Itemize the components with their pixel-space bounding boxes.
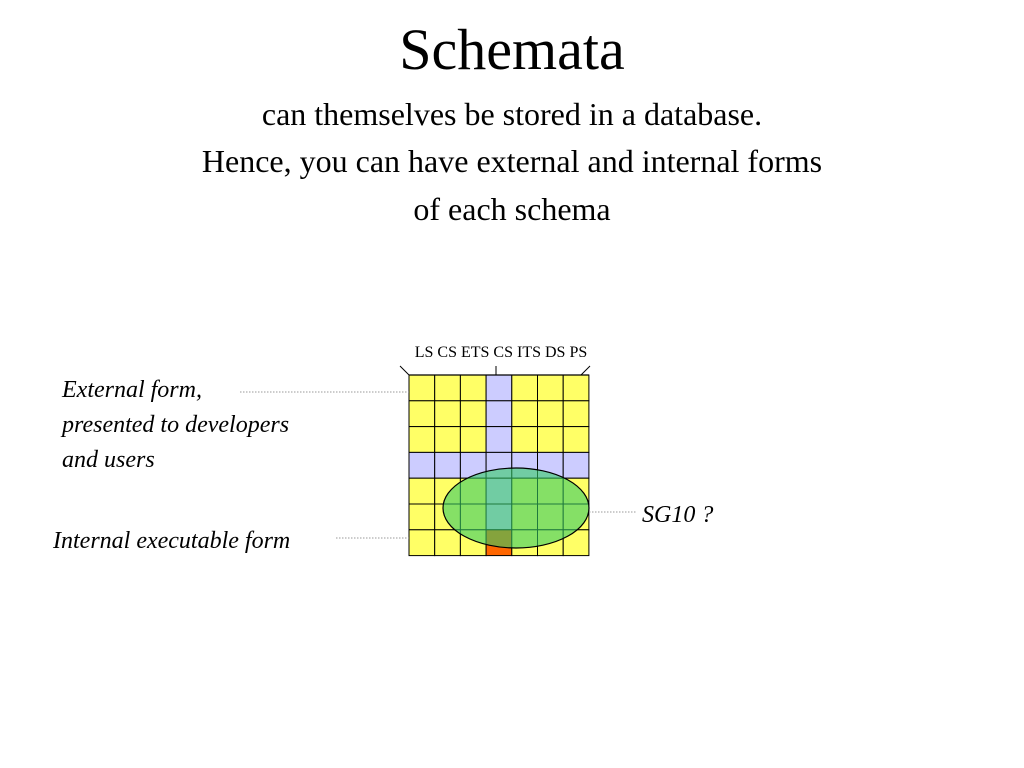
external-form-line-2: presented to developers [62, 412, 290, 438]
grid-cell-r4-c2 [435, 452, 461, 478]
grid-cell-r4-c7 [563, 452, 589, 478]
grid-cell-r2-c1 [409, 401, 435, 427]
grid-cell-r2-c4 [486, 401, 512, 427]
grid-cell-r1-c6 [538, 375, 564, 401]
grid-cell-r7-c2 [435, 530, 461, 556]
grid-cell-r1-c3 [460, 375, 486, 401]
grid-cell-r4-c1 [409, 452, 435, 478]
subtitle-line-3: of each schema [413, 191, 611, 227]
grid-cell-r2-c5 [512, 401, 538, 427]
subtitle-line-1: can themselves be stored in a database. [261, 96, 763, 132]
grid-cell-r5-c1 [409, 478, 435, 504]
grid-cell-r3-c5 [512, 427, 538, 453]
ls-pointer-line [400, 366, 409, 375]
grid-cell-r1-c2 [435, 375, 461, 401]
grid-cell-r3-c2 [435, 427, 461, 453]
grid-cell-r3-c4 [486, 427, 512, 453]
grid-cell-r1-c5 [512, 375, 538, 401]
grid-cell-r1-c7 [563, 375, 589, 401]
grid-cell-r3-c6 [538, 427, 564, 453]
grid-cell-r1-c1 [409, 375, 435, 401]
grid-cell-r3-c3 [460, 427, 486, 453]
external-form-line-3: and users [62, 447, 155, 473]
grid-cell-r2-c2 [435, 401, 461, 427]
ps-pointer-line [581, 366, 590, 375]
grid-cell-r2-c3 [460, 401, 486, 427]
subtitle-line-2: Hence, you can have external and internal forms [201, 143, 823, 179]
grid-cell-r3-c1 [409, 427, 435, 453]
sg10-ellipse [443, 468, 589, 548]
grid-cell-r2-c6 [538, 401, 564, 427]
grid-cell-r1-c4 [486, 375, 512, 401]
grid-cell-r6-c1 [409, 504, 435, 530]
external-form-label [62, 373, 289, 478]
sg10-label: SG10 ? [642, 502, 714, 528]
column-header-labels: LS CS ETS CS ITS DS PS [414, 344, 588, 361]
slide-title: Schemata [399, 17, 625, 82]
grid-cell-r2-c7 [563, 401, 589, 427]
internal-form-label: Internal executable form [53, 528, 291, 554]
grid-cell-r7-c1 [409, 530, 435, 556]
grid-cell-r3-c7 [563, 427, 589, 453]
external-form-line-1: External form, [62, 377, 202, 403]
